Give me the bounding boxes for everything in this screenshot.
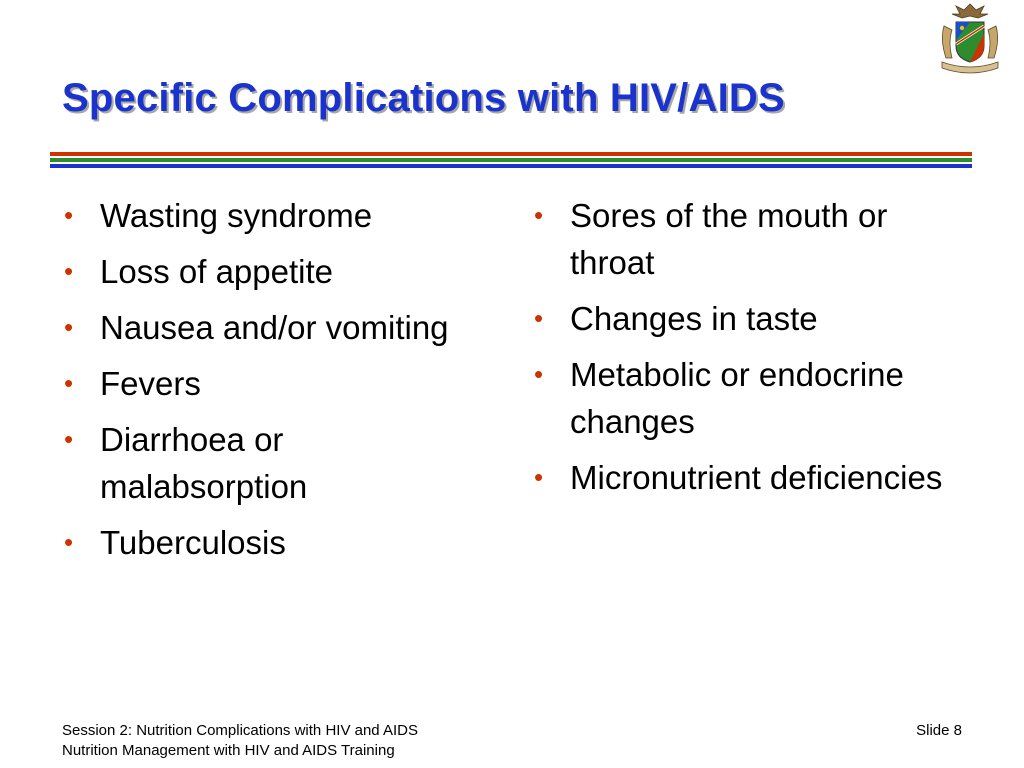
list-item [530, 351, 970, 445]
bullet-icon: • [534, 359, 544, 389]
list-item-text: Changes in taste [570, 300, 818, 337]
slide-footer [62, 721, 418, 761]
divider-stripe-blue [50, 164, 972, 168]
bullet-icon: • [534, 303, 544, 333]
list-item [530, 192, 970, 286]
coat-of-arms-icon [934, 0, 1006, 80]
header-divider [50, 152, 972, 170]
footer-session: Session 2: Nutrition Complications with HIV and AIDS [62, 722, 418, 739]
list-item-text: Micronutrient deficiencies [570, 459, 943, 496]
left-bullet-list [60, 192, 480, 575]
list-item [60, 248, 480, 295]
list-item-text: Metabolic or endocrine changes [570, 356, 904, 440]
bullet-icon: • [64, 368, 74, 398]
divider-stripe-red [50, 152, 972, 156]
bullet-icon: • [534, 462, 544, 492]
bullet-icon: • [64, 200, 74, 230]
bullet-icon: • [64, 256, 74, 286]
slide-number: Slide 8 [916, 722, 962, 739]
list-item [60, 192, 480, 239]
list-item-text: Loss of appetite [100, 253, 333, 290]
footer-training: Nutrition Management with HIV and AIDS Training [62, 742, 395, 759]
bullet-icon: • [64, 424, 74, 454]
list-item-text: Diarrhoea or malabsorption [100, 421, 308, 505]
list-item-text: Sores of the mouth or throat [570, 197, 888, 281]
bullet-icon: • [64, 312, 74, 342]
bullet-icon: • [64, 527, 74, 557]
right-bullet-list [530, 192, 970, 510]
list-item [60, 416, 480, 510]
list-item [530, 295, 970, 342]
list-item [60, 360, 480, 407]
list-item [60, 304, 480, 351]
list-item-text: Wasting syndrome [100, 197, 373, 234]
slide-title: Specific Complications with HIV/AIDS [62, 76, 785, 120]
bullet-icon: • [534, 200, 544, 230]
divider-stripe-green [50, 158, 972, 162]
list-item-text: Tuberculosis [100, 524, 286, 561]
list-item-text: Fevers [100, 365, 201, 402]
list-item [530, 454, 970, 501]
list-item [60, 519, 480, 566]
list-item-text: Nausea and/or vomiting [100, 309, 449, 346]
